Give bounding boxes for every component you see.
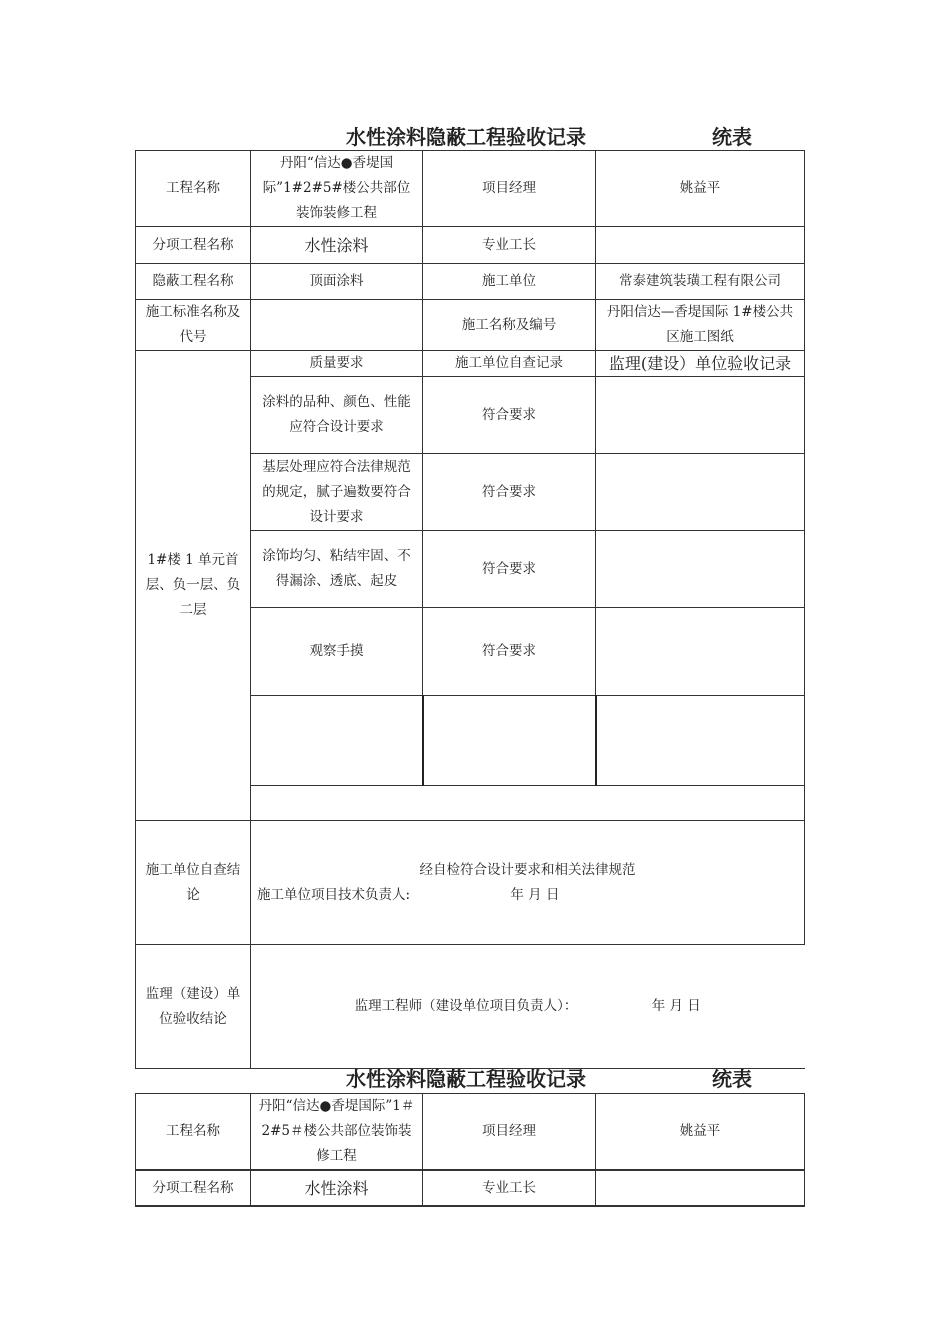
requirement-cell: 涂饰均匀、粘结牢固、不得漏涂、透底、起皮 — [251, 531, 423, 608]
value-hidden-work: 顶面涂料 — [251, 264, 423, 300]
value-standard — [251, 300, 423, 351]
label-drawing: 施工名称及编号 — [423, 300, 596, 351]
label-project-manager: 项目经理 — [423, 1094, 596, 1171]
value-subitem: 水性涂料 — [251, 227, 423, 264]
row-supervision-conclusion — [136, 945, 805, 1069]
record-title-1 — [346, 123, 766, 151]
value-foreman — [596, 1170, 805, 1206]
row-subitem — [136, 1170, 805, 1206]
self-check-cell: 符合要求 — [423, 454, 596, 531]
blank-cell — [251, 696, 423, 786]
supervision-conclusion-body — [251, 945, 805, 1069]
label-project-name: 工程名称 — [136, 1094, 251, 1171]
self-conclusion-signature — [257, 883, 798, 908]
value-construction-unit: 常泰建筑装璜工程有限公司 — [596, 264, 805, 300]
self-conclusion-body — [251, 821, 805, 945]
label-hidden-work: 隐蔽工程名称 — [136, 264, 251, 300]
self-conclusion-date: 年 月 日 — [510, 886, 560, 903]
title-main: 水性涂料隐蔽工程验收记录 — [346, 125, 586, 149]
value-project-manager: 姚益平 — [596, 1094, 805, 1171]
label-foreman: 专业工长 — [423, 1170, 596, 1206]
value-project-name: 丹阳“信达●香堤国际”1＃2#5＃楼公共部位装饰装修工程 — [251, 1094, 423, 1171]
value-subitem: 水性涂料 — [251, 1170, 423, 1206]
value-project-name: 丹阳“信达●香堤国际”1#2#5#楼公共部位装饰装修工程 — [251, 151, 423, 227]
record-title-2 — [346, 1065, 766, 1093]
supervision-cell — [596, 454, 805, 531]
label-project-name: 工程名称 — [136, 151, 251, 227]
spacer-cell — [251, 786, 805, 821]
row-self-conclusion — [136, 821, 805, 945]
requirement-cell: 观察手摸 — [251, 608, 423, 696]
supervisor-label: 监理工程师（建设单位项目负责人）： — [354, 998, 578, 1014]
title-main: 水性涂料隐蔽工程验收记录 — [346, 1067, 586, 1091]
row-hidden-work — [136, 264, 805, 300]
label-supervision-conclusion: 监理（建设）单位验收结论 — [136, 945, 251, 1069]
label-self-conclusion: 施工单位自查结论 — [136, 821, 251, 945]
label-project-manager: 项目经理 — [423, 151, 596, 227]
label-foreman: 专业工长 — [423, 227, 596, 264]
value-project-manager: 姚益平 — [596, 151, 805, 227]
title-suffix: 统表 — [712, 125, 752, 149]
self-conclusion-text: 经自检符合设计要求和相关法律规范 — [419, 861, 636, 878]
inspection-location: 1#楼 1 单元首层、负一层、负二层 — [136, 351, 251, 821]
self-check-cell: 符合要求 — [423, 608, 596, 696]
label-subitem: 分项工程名称 — [136, 227, 251, 264]
value-drawing: 丹阳信达—香堤国际 1#楼公共区施工图纸 — [596, 300, 805, 351]
supervision-cell — [596, 608, 805, 696]
supervision-cell — [596, 377, 805, 454]
blank-cell — [596, 696, 805, 786]
supervision-cell — [596, 531, 805, 608]
label-standard: 施工标准名称及代号 — [136, 300, 251, 351]
row-inspection-header — [136, 351, 805, 377]
row-project-name — [136, 151, 805, 227]
acceptance-table-1 — [135, 150, 805, 1069]
value-foreman — [596, 227, 805, 264]
header-self-check: 施工单位自查记录 — [423, 351, 596, 377]
title-suffix: 统表 — [712, 1067, 752, 1091]
acceptance-table-2 — [135, 1093, 805, 1207]
blank-cell — [423, 696, 596, 786]
self-check-cell: 符合要求 — [423, 377, 596, 454]
header-supervision: 监理(建设）单位验收记录 — [596, 351, 805, 377]
row-subitem — [136, 227, 805, 264]
label-subitem: 分项工程名称 — [136, 1170, 251, 1206]
tech-lead-label: 施工单位项目技术负责人: — [257, 886, 411, 903]
label-construction-unit: 施工单位 — [423, 264, 596, 300]
row-project-name — [136, 1094, 805, 1171]
self-check-cell: 符合要求 — [423, 531, 596, 608]
row-standard — [136, 300, 805, 351]
requirement-cell: 基层处理应符合法律规范的规定，腻子遍数要符合设计要求 — [251, 454, 423, 531]
supervision-conclusion-date: 年 月 日 — [651, 998, 701, 1014]
requirement-cell: 涂料的品种、颜色、性能应符合设计要求 — [251, 377, 423, 454]
header-requirement: 质量要求 — [251, 351, 423, 377]
